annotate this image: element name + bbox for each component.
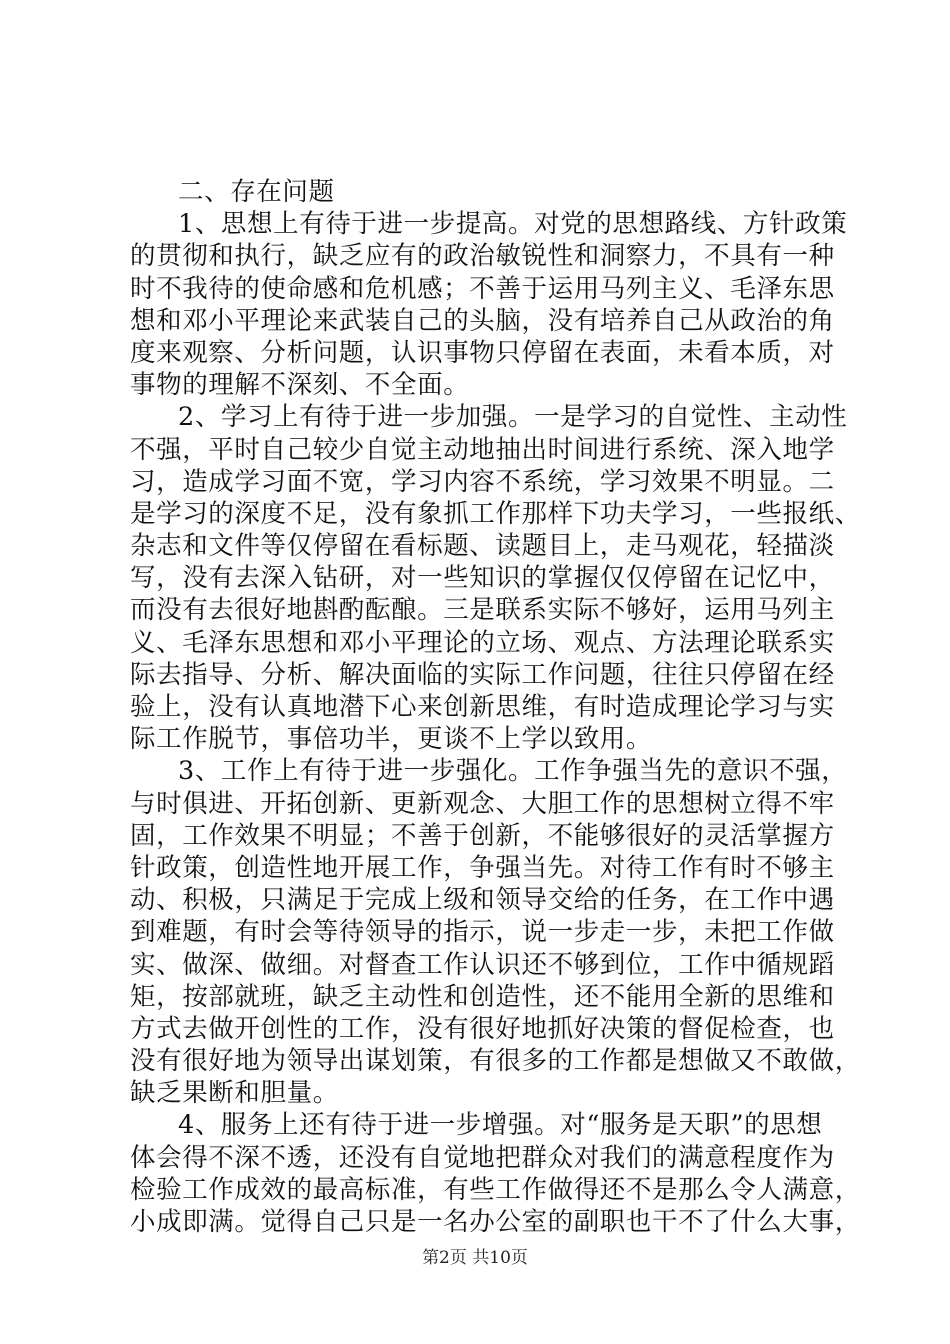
paragraph-3-line: 到难题，有时会等待领导的指示，说一步走一步，未把工作做 <box>130 917 835 948</box>
paragraph-1-line: 1、思想上有待于进一步提高。对党的思想路线、方针政策 <box>178 209 848 240</box>
paragraph-3-line: 方式去做开创性的工作，没有很好地抓好决策的督促检查，也 <box>130 1013 835 1044</box>
document-body <box>130 176 861 1238</box>
section-heading: 二、存在问题 <box>178 177 335 207</box>
paragraph-1-line: 的贯彻和执行，缺乏应有的政治敏锐性和洞察力，不具有一种 <box>130 241 835 272</box>
paragraph-3-line: 3、工作上有待于进一步强化。工作争强当先的意识不强， <box>178 756 848 787</box>
paragraph-2-line: 写，没有去深入钻研，对一些知识的掌握仅仅停留在记忆中， <box>130 563 835 594</box>
paragraph-2-line: 验上，没有认真地潜下心来创新思维，有时造成理论学习与实 <box>130 692 835 722</box>
paragraph-2-line: 2、学习上有待于进一步加强。一是学习的自觉性、主动性 <box>178 402 848 433</box>
paragraph-2-line: 义、毛泽东思想和邓小平理论的立场、观点、方法理论联系实 <box>130 627 835 658</box>
paragraph-3-line: 与时俱进、开拓创新、更新观念、大胆工作的思想树立得不牢 <box>130 788 835 819</box>
paragraph-4-line: 4、服务上还有待于进一步增强。对“服务是天职”的思想 <box>178 1110 823 1141</box>
paragraph-2-line: 际去指导、分析、解决面临的实际工作问题，往往只停留在经 <box>130 659 835 690</box>
paragraph-3-line: 没有很好地为领导出谋划策，有很多的工作都是想做又不敢做， <box>130 1046 861 1077</box>
paragraph-2-line: 而没有去很好地斟酌酝酿。三是联系实际不够好，运用马列主 <box>130 595 835 626</box>
paragraph-1-line: 度来观察、分析问题，认识事物只停留在表面，未看本质，对 <box>130 337 835 368</box>
paragraph-3-line: 固，工作效果不明显；不善于创新，不能够很好的灵活掌握方 <box>130 820 835 851</box>
paragraph-2-line: 不强，平时自己较少自觉主动地抽出时间进行系统、深入地学 <box>130 434 835 465</box>
paragraph-1-line: 时不我待的使命感和危机感；不善于运用马列主义、毛泽东思 <box>130 273 835 304</box>
paragraph-2-line: 杂志和文件等仅停留在看标题、读题目上，走马观花，轻描淡 <box>130 531 835 562</box>
paragraph-3-line: 实、做深、做细。对督查工作认识还不够到位，工作中循规蹈 <box>130 949 835 980</box>
paragraph-4-line: 体会得不深不透，还没有自觉地把群众对我们的满意程度作为 <box>130 1142 835 1173</box>
page-footer: 第2页 共10页 <box>422 1248 528 1268</box>
paragraph-2-line: 际工作脱节，事倍功半，更谈不上学以致用。 <box>130 724 653 755</box>
paragraph-4-line: 检验工作成效的最高标准，有些工作做得还不是那么令人满意， <box>130 1174 861 1205</box>
paragraph-3-line: 矩，按部就班，缺乏主动性和创造性，还不能用全新的思维和 <box>130 981 835 1012</box>
paragraph-2-line: 习，造成学习面不宽，学习内容不系统，学习效果不明显。二 <box>130 466 835 497</box>
paragraph-3-line: 动、积极，只满足于完成上级和领导交给的任务，在工作中遇 <box>130 885 835 916</box>
paragraph-3-line: 针政策，创造性地开展工作，争强当先。对待工作有时不够主 <box>130 852 835 883</box>
paragraph-2-line: 是学习的深度不足，没有象抓工作那样下功夫学习，一些报纸、 <box>130 498 861 529</box>
paragraph-1-line: 想和邓小平理论来武装自己的头脑，没有培养自己从政治的角 <box>130 305 835 336</box>
paragraph-3-line: 缺乏果断和胆量。 <box>130 1078 339 1109</box>
paragraph-1-line: 事物的理解不深刻、不全面。 <box>130 370 470 401</box>
paragraph-4-line: 小成即满。觉得自己只是一名办公室的副职也干不了什么大事， <box>130 1207 861 1237</box>
